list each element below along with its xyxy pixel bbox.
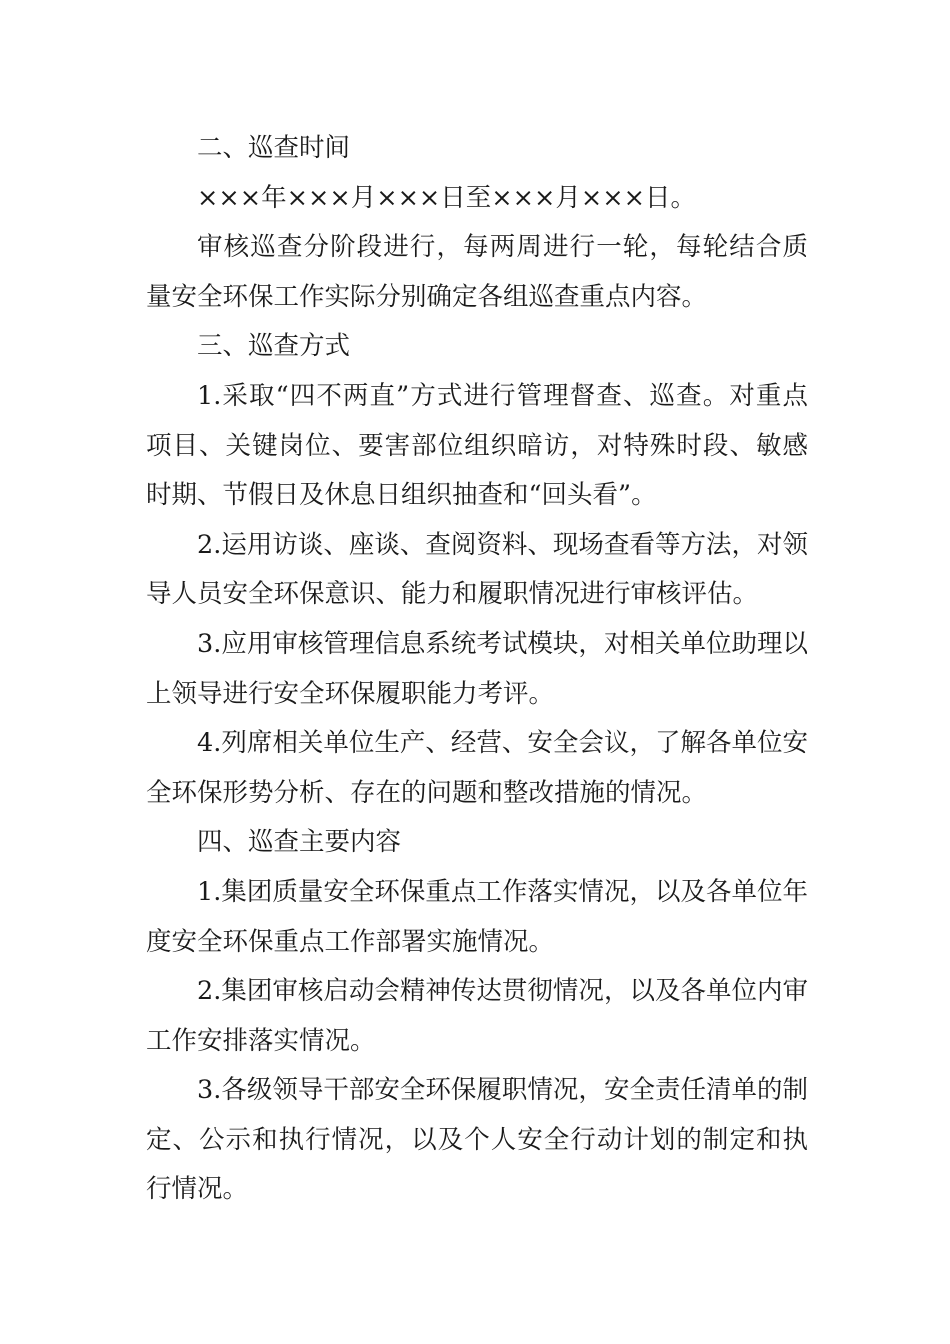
document-body (146, 124, 808, 1215)
content-item-2: 2.集团审核启动会精神传达贯彻情况，以及各单位内审工作安排落实情况。 (146, 976, 808, 1056)
section-heading-inspection-method: 三、巡查方式 (197, 331, 351, 362)
method-item-2: 2.运用访谈、座谈、查阅资料、现场查看等方法，对领导人员安全环保意识、能力和履职情况进行审核评估。 (146, 529, 808, 610)
section-heading-inspection-time: 二、巡查时间 (197, 133, 351, 163)
method-item-1: 1.采取“四不两直”方式进行管理督查、巡查。对重点项目、关键岗位、要害部位组织暗访，对特殊时段、敏感时期、节假日及休息日组织抽查和“回头看”。 (146, 380, 808, 511)
method-item-4: 4.列席相关单位生产、经营、安全会议，了解各单位安全环保形势分析、存在的问题和整改措施的情况。 (146, 728, 808, 808)
content-item-1: 1.集团质量安全环保重点工作落实情况，以及各单位年度安全环保重点工作部署实施情况。 (146, 876, 808, 957)
method-item-3: 3.应用审核管理信息系统考试模块，对相关单位助理以上领导进行安全环保履职能力考评。 (146, 628, 808, 709)
inspection-date-range: ×××年×××月×××日至×××月×××日。 (197, 182, 696, 213)
content-item-3: 3.各级领导干部安全环保履职情况，安全责任清单的制定、公示和执行情况，以及个人安全行动计划的制定和执行情况。 (146, 1075, 808, 1205)
inspection-phases-paragraph: 审核巡查分阶段进行，每两周进行一轮，每轮结合质量安全环保工作实际分别确定各组巡查重点内容。 (146, 232, 808, 312)
section-heading-main-content: 四、巡查主要内容 (197, 827, 402, 858)
